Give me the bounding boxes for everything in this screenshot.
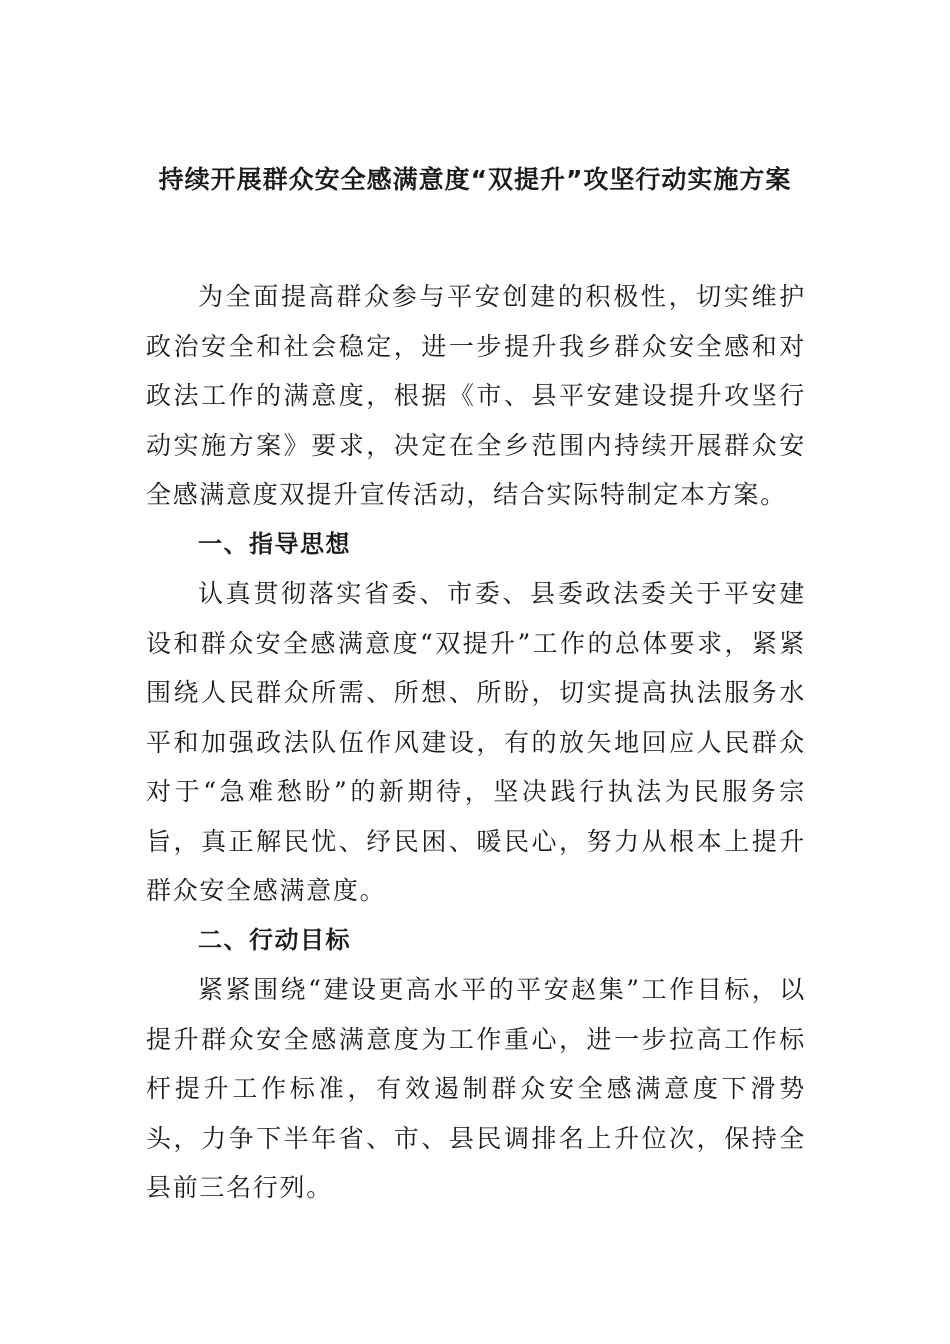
section-body-action-goals: 紧紧围绕“建设更高水平的平安赵集”工作目标，以提升群众安全感满意度为工作重心，进一步拉高工作标杆提升工作标准，有效遏制群众安全感满意度下滑势头，力争下半年省、市、县民调排名上升位次，保持全县前三名行列。 <box>146 975 806 1202</box>
document-body <box>146 272 806 1213</box>
intro-paragraph: 为全面提高群众参与平安创建的积极性，切实维护政治安全和社会稳定，进一步提升我乡群众安全感和对政法工作的满意度，根据《市、县平安建设提升攻坚行动实施方案》要求，决定在全乡范围内持续开展群众安全感满意度双提升宣传活动，结合实际特制定本方案。 <box>146 282 806 509</box>
section-heading-action-goals: 二、行动目标 <box>198 925 351 954</box>
document-title: 持续开展群众安全感满意度“双提升”攻坚行动实施方案 <box>158 165 792 194</box>
section-body-guiding-ideology: 认真贯彻落实省委、市委、县委政法委关于平安建设和群众安全感满意度“双提升”工作的总体要求，紧紧围绕人民群众所需、所想、所盼，切实提高执法服务水平和加强政法队伍作风建设，有的放矢地回应人民群众对于“急难愁盼”的新期待，坚决践行执法为民服务宗旨，真正解民忧、纾民困、暖民心，努力从根本上提升群众安全感满意度。 <box>146 579 806 905</box>
section-heading-guiding-ideology: 一、指导思想 <box>198 529 351 558</box>
